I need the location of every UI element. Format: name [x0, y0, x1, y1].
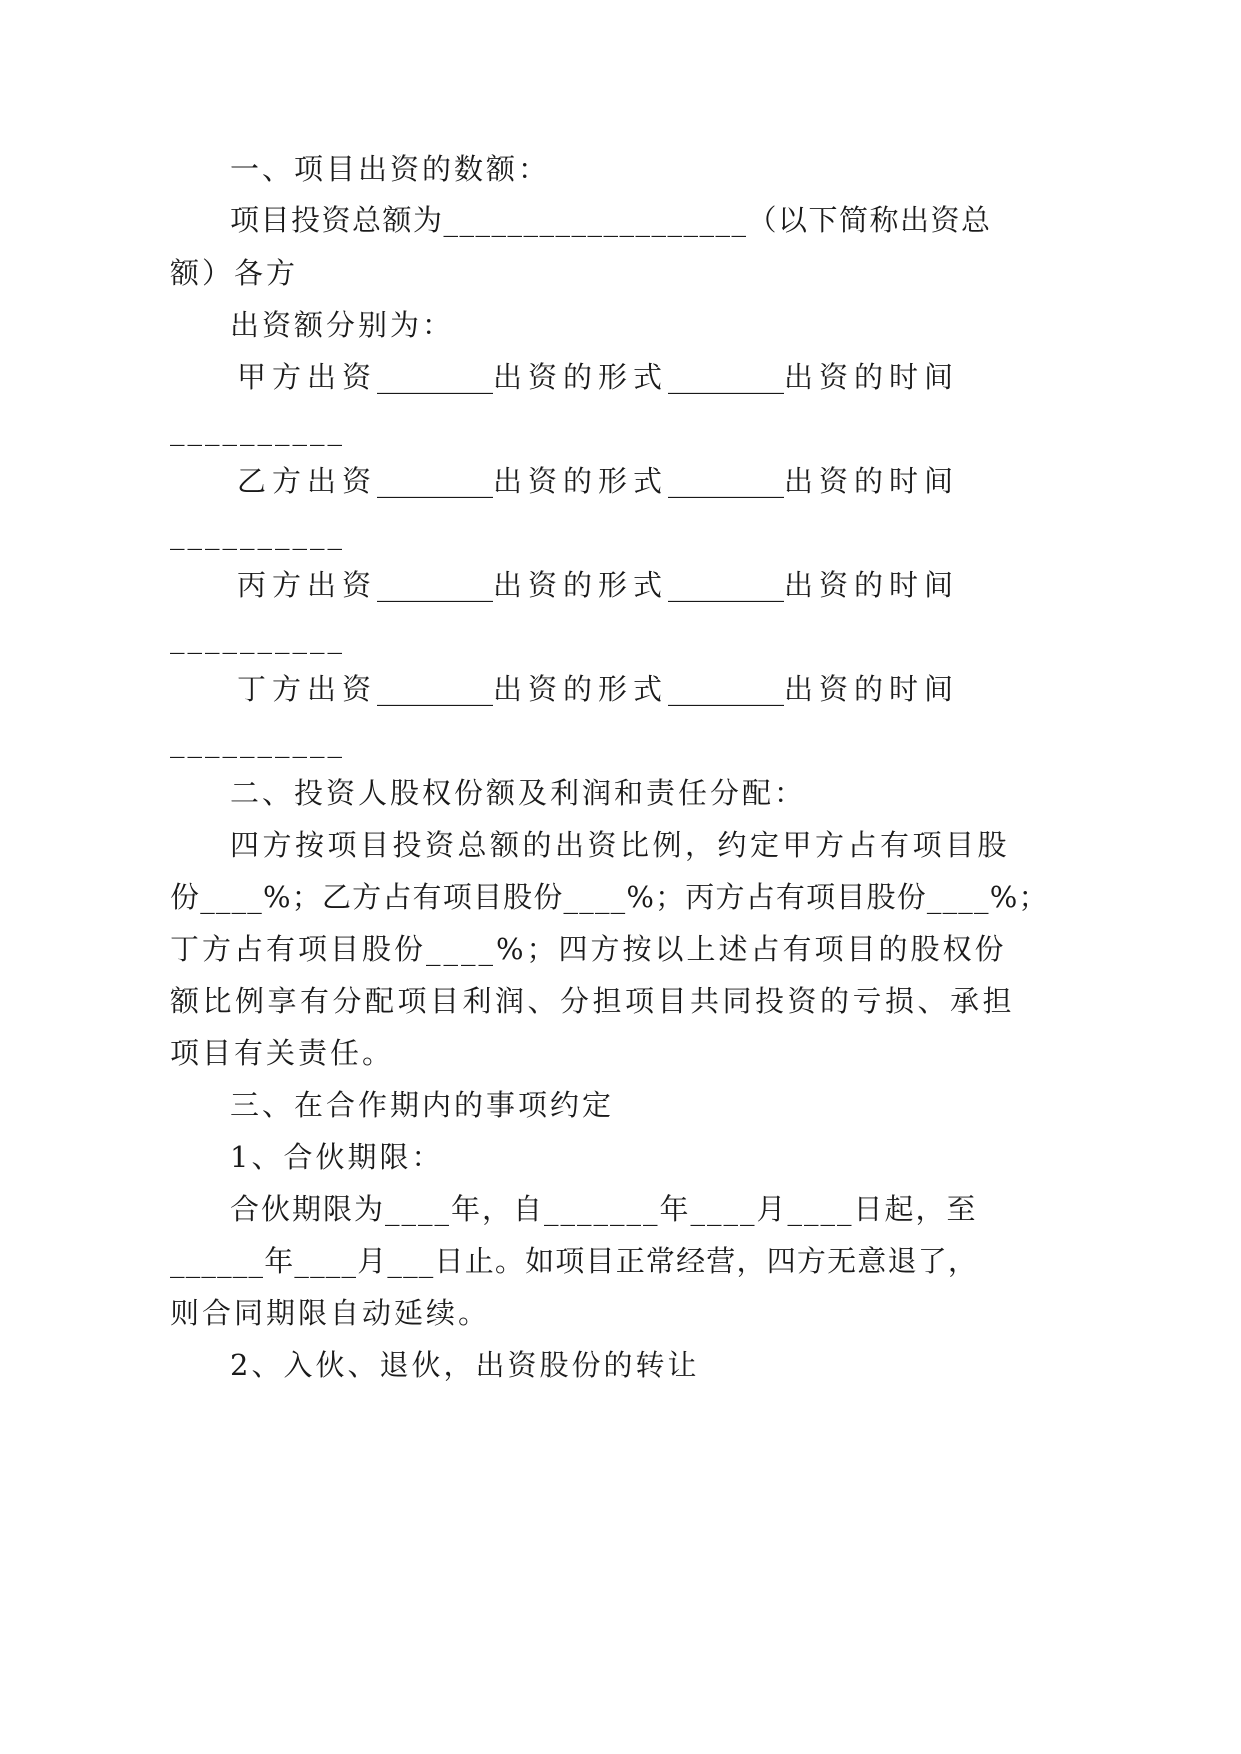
section-2-heading: 二、投资人股权份额及利润和责任分配：	[230, 776, 807, 810]
party-a-label: 甲方出资	[237, 360, 378, 394]
party-c-time-label: 出资的时间	[784, 568, 960, 602]
term-paragraph-line-3: 则合同期限自动延续。	[170, 1296, 491, 1330]
total-investment-continuation: 额）各方	[170, 256, 299, 290]
party-c-form-label: 出资的形式	[493, 568, 669, 602]
section-2-paragraph-line-4: 额比例享有分配项目利润、分担项目共同投资的亏损、承担	[170, 984, 1016, 1018]
party-c-label: 丙方出资	[237, 568, 378, 602]
party-b-form-blank: ________	[668, 464, 785, 498]
party-d-time-label: 出资的时间	[784, 672, 960, 706]
party-d-form-blank: ________	[668, 672, 785, 706]
section-1-heading: 一、项目出资的数额：	[230, 152, 551, 186]
section-2-paragraph-line-1: 四方按项目投资总额的出资比例，约定甲方占有项目股	[230, 828, 1011, 862]
amounts-label: 出资额分别为：	[230, 308, 455, 342]
party-c-form-blank: ________	[668, 568, 785, 602]
party-a-amount-blank: ________	[377, 360, 494, 394]
party-d-row	[237, 670, 960, 708]
party-d-label: 丁方出资	[237, 672, 378, 706]
party-d-time-blank: __________	[170, 724, 345, 758]
total-investment-line: 项目投资总额为___________________（以下简称出资总	[230, 203, 992, 237]
term-paragraph-line-2: ______年____月___日止。如项目正常经营，四方无意退了，	[170, 1244, 979, 1278]
section-3-item-2: 2、入伙、退伙，出资股份的转让	[230, 1348, 700, 1382]
section-2-paragraph-line-3: 丁方占有项目股份____%；四方按以上述占有项目的股权份	[170, 932, 1007, 966]
term-paragraph-line-1: 合伙期限为____年，自_______年____月____日起，至	[230, 1192, 978, 1226]
party-a-time-blank: __________	[170, 412, 345, 446]
party-d-form-label: 出资的形式	[493, 672, 669, 706]
party-b-form-label: 出资的形式	[493, 464, 669, 498]
party-b-row	[237, 462, 960, 500]
section-2-paragraph-line-2: 份____%；乙方占有项目股份____%；丙方占有项目股份____%；	[170, 880, 1049, 914]
party-a-form-label: 出资的形式	[493, 360, 669, 394]
party-b-time-label: 出资的时间	[784, 464, 960, 498]
section-3-item-1: 1、合伙期限：	[230, 1140, 444, 1174]
party-c-time-blank: __________	[170, 620, 345, 654]
party-a-row	[237, 358, 960, 396]
section-3-heading: 三、在合作期内的事项约定	[230, 1088, 615, 1122]
party-a-form-blank: ________	[668, 360, 785, 394]
party-b-label: 乙方出资	[237, 464, 378, 498]
party-b-amount-blank: ________	[377, 464, 494, 498]
party-c-row	[237, 566, 960, 604]
party-c-amount-blank: ________	[377, 568, 494, 602]
section-2-paragraph-line-5: 项目有关责任。	[170, 1036, 395, 1070]
party-d-amount-blank: ________	[377, 672, 494, 706]
party-a-time-label: 出资的时间	[784, 360, 960, 394]
party-b-time-blank: __________	[170, 516, 345, 550]
